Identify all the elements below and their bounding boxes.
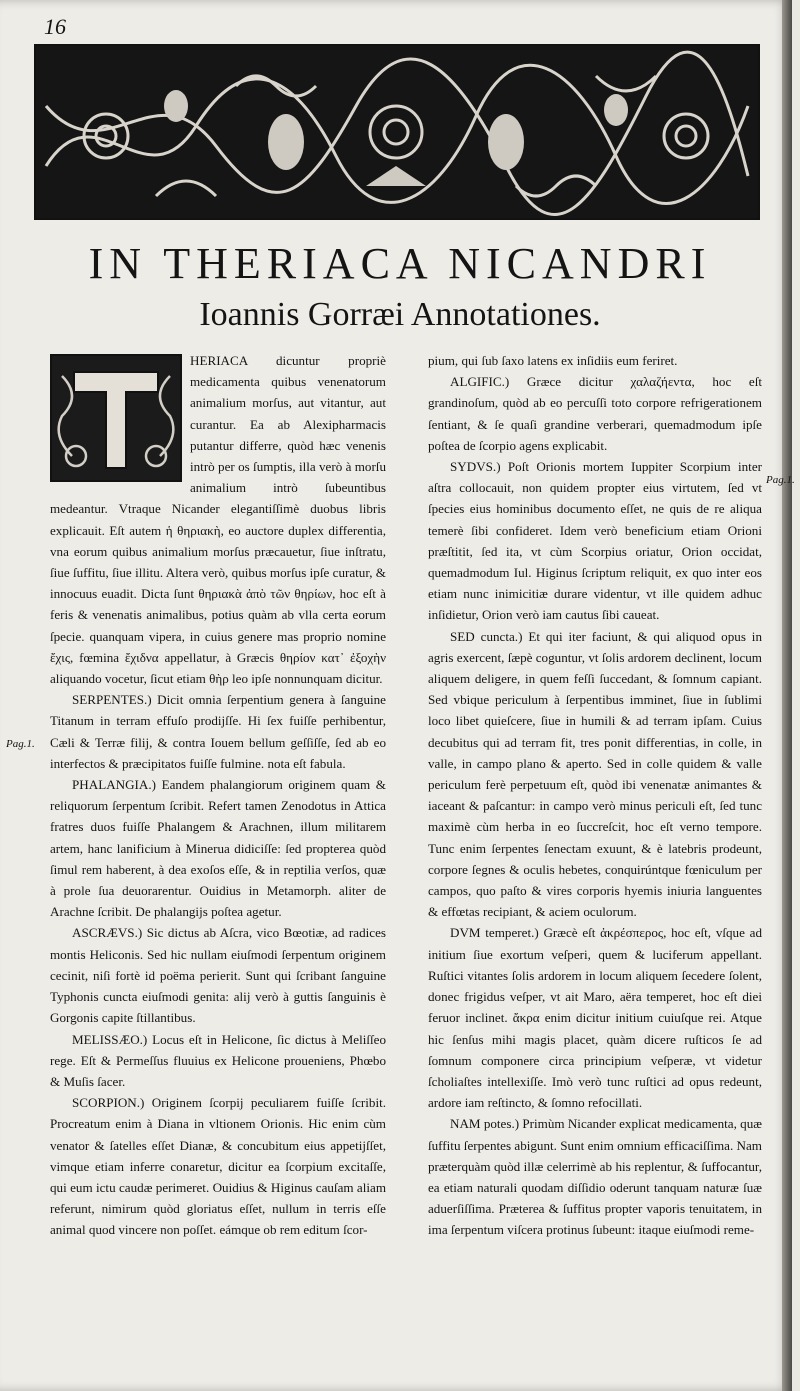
paragraph-melissaeo: MELISSÆO.) Locus eſt in Helicone, ſic dictus à Meliſſeo rege. Eſt & Permeſſus fluuius ex Helicone proueniens, Phœbo & Muſis ſacer. xyxy=(50,1031,386,1089)
subtitle: Ioannis Gorræi Annotationes. xyxy=(199,296,601,333)
paragraph-algific: ALGIFIC.) Græce dicitur χαλαζήεντα, hoc eſt grandinoſum, quòd ab eo percuſſi toto corpore refrigerationem ſentiant, & ſe quaſi grandine verberari, quemadmodum ipſe poſtea de ſcorpio agens explicabit. xyxy=(428,374,762,453)
paragraph-serpentes: SERPENTES.) Dicit omnia ſerpentium genera à ſanguine Titanum in terram effuſo prodijſſe. Hi ſex fuiſſe perhibentur, Cæli & Terræ filij, & contra Iouem bellum geſſiſſe, ſed ab eo interfectos & præcipitatos fuiſſe fulmine. nota eſt fabula. xyxy=(50,692,386,771)
paragraph-sed-cuncta: SED cuncta.) Et qui iter faciunt, & qui aliquod opus in agris exercent, ſæpè coguntur, vt ſolis ardorem declinent, locum aliquem deligere, in quem feſſi ſuccedant, & ſomnum capiant. Sed vbique periculum à ſerpentibus imminet, ſiue in ſublimi loco libet quieſcere, ſiue in humili & ad terram ipſam. Cuius decubitus qui ad terram fit, tres ponit differentias, in colle, in valle, in campo plano & aperto. Sed in colle quidem & valle periculum ferè perpetuum eſt, quòd ibi venenatæ animantes & iaceant & paſcantur: in campo verò minus periculi eſt, ſed tunc maximè cùm herba in eo ſuccreſcit, hoc eſt verno tempore. Tunc enim ſerpentes ſenectam exuunt, & è latebris prodeunt, corpore ſegnes & oculis hebetes, conquirúntque fœniculum per campos, quo paſto & vires corporis hyemis iniuria languentes & effœtas recipiant, & aciem oculorum. xyxy=(428,628,762,920)
page-edge-shadow xyxy=(782,0,792,1391)
page-number: 16 xyxy=(44,14,66,39)
paragraph-phalangia: PHALANGIA.) Eandem phalangiorum originem quam & reliquorum ſerpentum ſcribit. Refert tamen Zenodotus in Attica fratres duos fuiſſe Phalangem & Arachnen, illum militarem artem, hanc lanificium à Minerua didiciſſe: ſed propterea quòd ſimul rem haberent, à dea exoſos eſſe, & in reptilia verſos, quæ à prole ſua deuorarentur. Ouidius in Metamorph. aliter de Arachne ſcribit. De phalangijs poſtea agetur. xyxy=(50,777,386,920)
right-text-column xyxy=(428,350,762,1390)
paragraph-theriaca: HERIACA dicuntur propriè medicamenta quibus venenatorum animalium morſus, aut vitantur, aut curantur. Ea ab Alexipharmacis putantur differre, quòd hæc venenis intrò per os ſumptis, illa verò à morſu animalium intrò ſubeuntibus medeantur. Vtraque Nicander elegantiſſimè duobus libris explicauit. Eſt autem ἡ θηριακὴ, eo auctore duplex differentia, vna eorum quibus animalium morſus præcauetur, ſiue inſtratu, ſiue ſuffitu, ſiue illitu. Altera verò, quibus morſus ipſe curatur, & innocuus euadit. Dicta ſunt θηριακὰ ἀπὸ τῶν θηρίων, hoc eſt à feris & venenatis animalibus, potius quàm ab vlla certa eorum ſpecie. quanquam vipera, in cuius genere mas proprio nomine ἔχις, fœmina ἔχιδνα appellatur, à Græcis θηρίον κατ᾽ ἐξοχὴν aliquando vocetur, ſicut etiam θὴρ leo ipſe nonnunquam dicitur. xyxy=(50,353,386,687)
drop-cap-t xyxy=(50,354,182,482)
ornament-vine-icon xyxy=(36,46,758,218)
left-text-column xyxy=(50,350,386,1390)
margin-note-right: Pag.1. xyxy=(766,474,795,486)
paragraph-dum-temperet: DVM temperet.) Græcè eſt ἀκρέσπερος, hoc eſt, vſque ad initium ſiue exortum veſperi, quem & luciferum appellant. Ruſtici vitantes ſolis ardorem in locum aliquem ſecedere ſolent, donec frigidus veſper, vt ait Maro, aëra temperet, hoc eſt diei feruor inclinet. ἄκρα enim dicitur initium cuiuſque rei. Atque hic ſenſus mihi magis placet, quàm dicere ruſticos ſe ad ſomnum componere circa principium veſperæ, vt videtur ſcholiaſtes intellexiſſe. Imò verò tunc ruſtici ad opus redeunt, ardore iam reſtincto, & ſomno refocillati. xyxy=(428,925,762,1111)
paragraph-continuation: pium, qui ſub ſaxo latens ex inſidiis eum feriret. xyxy=(428,353,678,368)
ornamental-headpiece xyxy=(34,44,760,220)
paragraph-scorpion: SCORPION.) Originem ſcorpij peculiarem fuiſſe ſcribit. Procreatum enim à Diana in vltionem Orionis. Hic enim cùm venator & ſatelles eſſet Dianæ, & concubitum eius appetijſſet, vimque etiam inferre conaretur, dicitur ea ſcorpium excitaſſe, qui eum ictu caudæ perimeret. Ouidius & Higinus cauſam aliam referunt, nimirum quòd gloriatus eſſet, nullum in terris eſſe animal quod vincere non poſſet. eámque ob rem editum ſcor- xyxy=(50,1095,386,1238)
drop-cap-letter-icon xyxy=(52,356,180,480)
paragraph-nam-potes: NAM potes.) Primùm Nicander explicat medicamenta, quæ ſuffitu ſerpentes abigunt. Sunt enim omnium efficaciſſima. Nam præterquàm quòd illæ celerrimè ab his replentur, & ſuffocantur, ea etiam naturali quodam diſſidio oderunt tanquam naturæ ſuæ aduerſiſſima. Præterea & ſuffitus propter vaporis tenuitatem, in ima ſerpentum viſcera protinus ſubeunt: itaque eiuſmodi reme- xyxy=(428,1116,762,1238)
paragraph-ascraeus: ASCRÆVS.) Sic dictus ab Aſcra, vico Bœotiæ, ad radices montis Heliconis. Sed hic nullam eiuſmodi ſerpentum originem cecinit, niſi fortè id poëma perierit. Sunt qui ſcribant ſanguine Typhonis cuncta eiuſmodi genita: alij verò à guttis ſanguinis è Gorgonis capite ſtillantibus. xyxy=(50,925,386,1026)
main-title: IN THERIACA NICANDRI xyxy=(88,239,712,288)
margin-note-left: Pag.1. xyxy=(6,738,35,750)
paragraph-sydus: SYDVS.) Poſt Orionis mortem Iuppiter Scorpium inter aſtra collocauit, non quidem propter eius virtutem, ſed vt ſpecies eius hominibus documento eſſet, ne quis de re aliqua temerè ſibi confideret. Idem verò beneficium etiam Orioni præſtitit, ſed ita, vt cùm Scorpius oriatur, Orion occidat, quemadmodum Iul. Higinus ſcriptum reliquit, ex quo inter eos etiam nunc inimicitiæ durare videntur, vt ille quidem adhuc inſidietur, Orion verò iam cautus ſibi caueat. xyxy=(428,459,762,623)
